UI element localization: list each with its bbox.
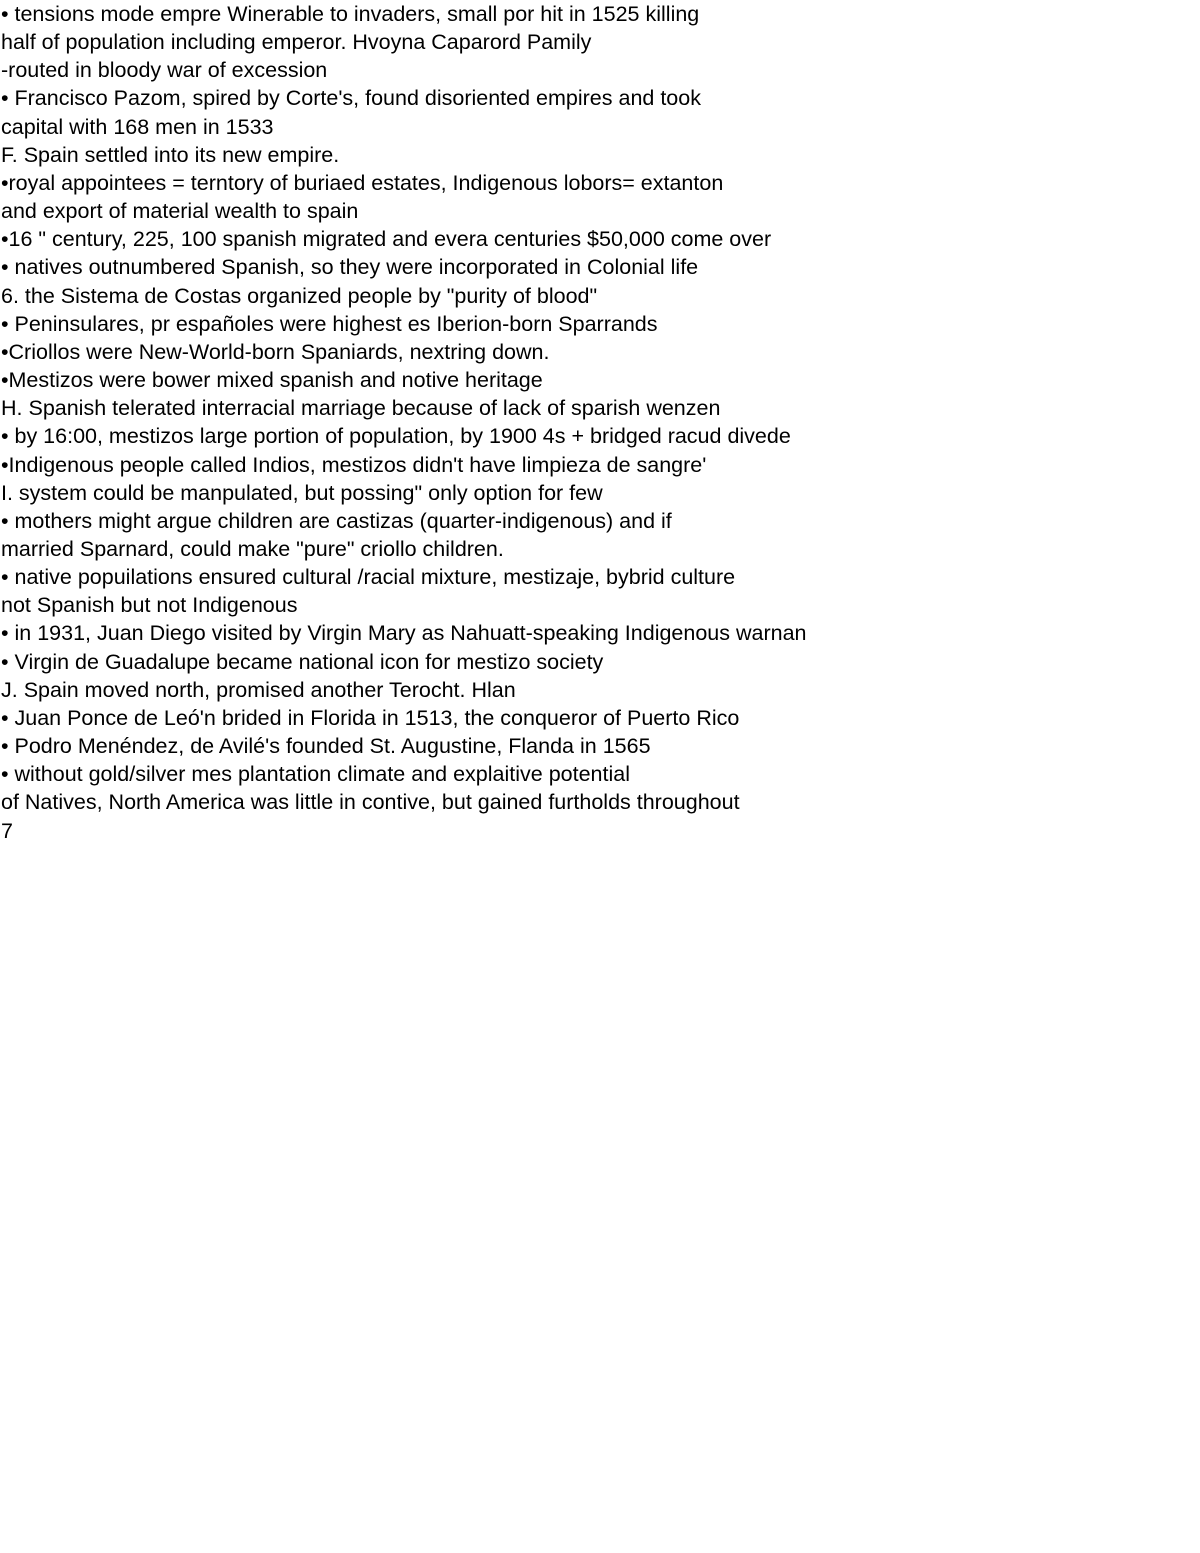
note-line: capital with 168 men in 1533 [1,114,274,139]
note-line: • without gold/silver mes plantation climate and explaitive potential [1,762,630,787]
note-line: 7 [1,818,13,843]
note-line: H. Spanish telerated interracial marriage because of lack of sparish wenzen [1,396,721,421]
note-line: -routed in bloody war of excession [1,58,328,83]
note-line: • in 1931, Juan Diego visited by Virgin Mary as Nahuatt-speaking Indigenous warnan [1,621,807,646]
note-line: • Juan Ponce de Leó'n brided in Florida in 1513, the conqueror of Puerto Rico [1,705,740,730]
note-line: •Mestizos were bower mixed spanish and notive heritage [1,368,543,393]
note-line: •16 " century, 225, 100 spanish migrated and evera centuries $50,000 come over [1,227,772,252]
note-line: F. Spain settled into its new empire. [1,142,340,167]
note-line: J. Spain moved north, promised another Terocht. Hlan [1,677,516,702]
note-line: 6. the Sistema de Costas organized people by "purity of blood" [1,283,598,308]
note-line: • native popuilations ensured cultural /racial mixture, mestizaje, bybrid culture [1,565,736,590]
note-line: • tensions mode empre Winerable to invaders, small por hit in 1525 killing [1,2,700,26]
note-line: married Sparnard, could make "pure" criollo children. [1,536,504,561]
note-line: •Indigenous people called Indios, mestizos didn't have limpieza de sangre' [1,452,707,477]
note-line: and export of material wealth to spain [1,199,359,224]
note-line: •Criollos were New-World-born Spaniards, nextring down. [1,339,550,364]
note-line: • Francisco Pazom, spired by Corte's, found disoriented empires and took [1,86,701,111]
note-line: • mothers might argue children are castizas (quarter-indigenous) and if [1,508,672,533]
note-line: • natives outnumbered Spanish, so they were incorporated in Colonial life [1,255,699,280]
note-line: I. system could be manpulated, but possing" only option for few [1,480,603,505]
note-line: • Virgin de Guadalupe became national icon for mestizo society [1,649,604,674]
note-line: half of population including emperor. Hvoyna Caparord Pamily [1,30,592,55]
note-line: • Peninsulares, pr españoles were highest es Iberion-born Sparrands [1,311,658,336]
note-line: not Spanish but not Indigenous [1,593,298,618]
note-line: of Natives, North America was little in contive, but gained furtholds throughout [1,790,740,815]
note-line: • by 16:00, mestizos large portion of population, by 1900 4s + bridged racud divede [1,424,791,449]
note-line: •royal appointees = terntory of buriaed estates, Indigenous lobors= extanton [1,170,724,195]
note-line: • Podro Menéndez, de Avilé's founded St. Augustine, Flanda in 1565 [1,734,651,759]
